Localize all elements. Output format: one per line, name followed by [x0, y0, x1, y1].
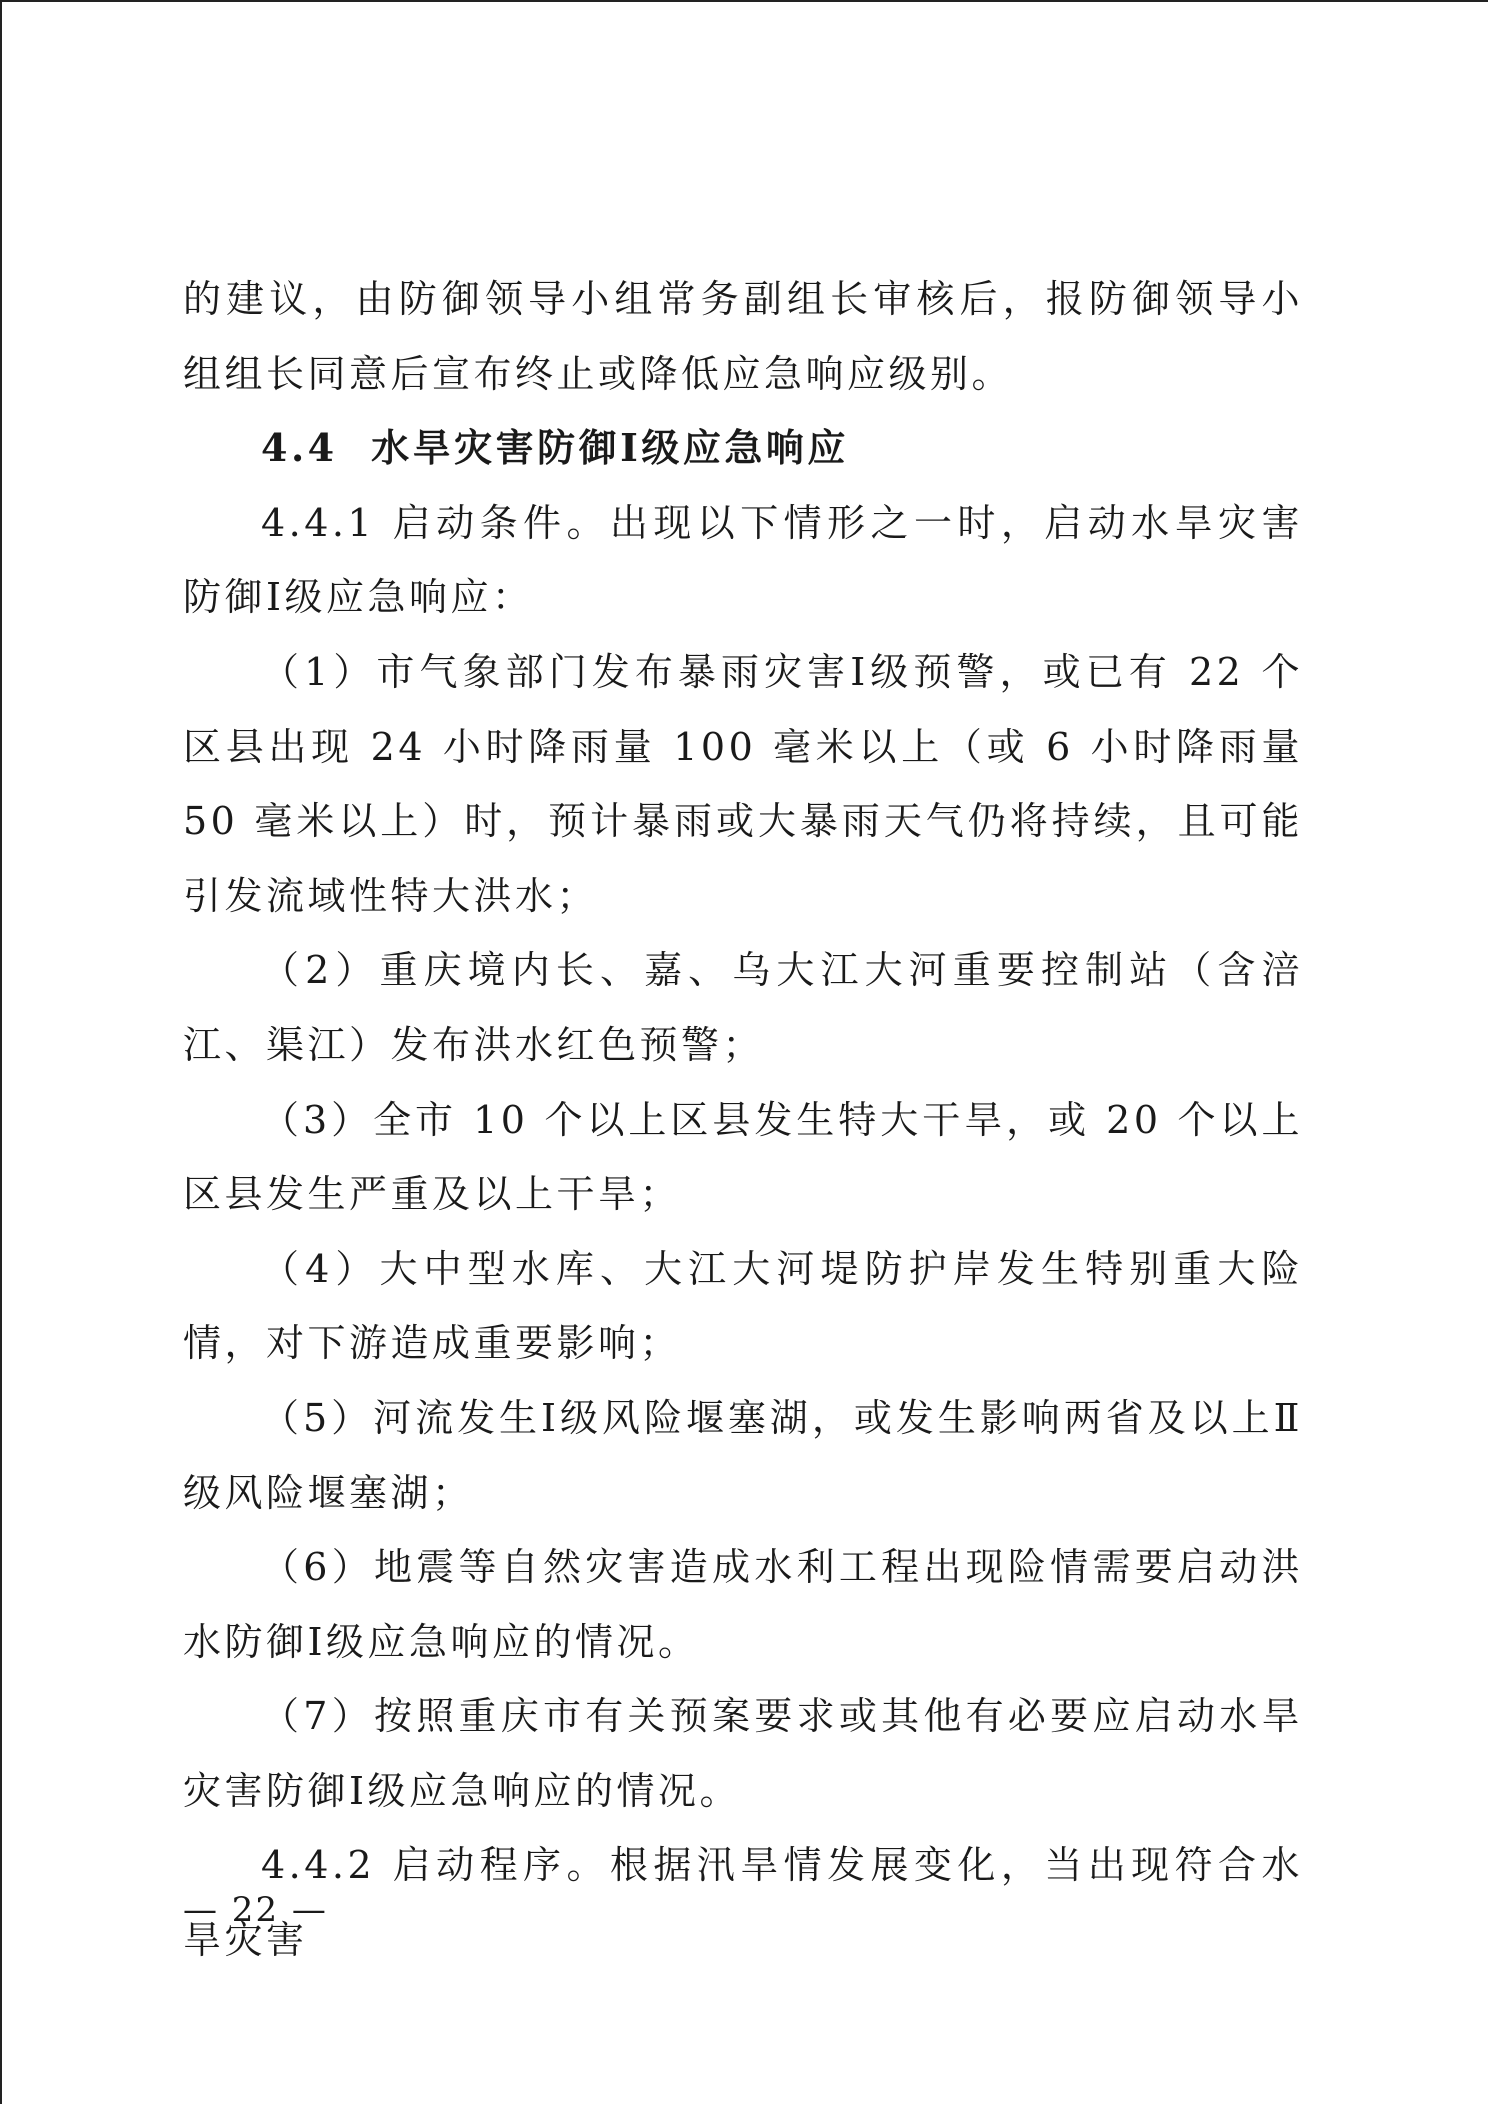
list-item-5: （5）河流发生Ⅰ级风险堰塞湖，或发生影响两省及以上Ⅱ级风险堰塞湖； [183, 1395, 1303, 1515]
section-heading: 4.4 水旱灾害防御Ⅰ级应急响应 [261, 425, 849, 471]
list-item-1: （1）市气象部门发布暴雨灾害Ⅰ级预警，或已有 22 个区县出现 24 小时降雨量 100 毫米以上（或 6 小时降雨量 50 毫米以上）时，预计暴雨或大暴雨天气仍将持续，且可能引发流域性特大洪水； [183, 649, 1319, 918]
paragraph-continuation: 的建议，由防御领导小组常务副组长审核后，报防御领导小组组长同意后宣布终止或降低应急响应级别。 [183, 277, 1303, 396]
paragraph-start-conditions: 4.4.1 启动条件。出现以下情形之一时，启动水旱灾害防御Ⅰ级应急响应： [183, 500, 1303, 620]
list-item-4: （4）大中型水库、大江大河堤防护岸发生特别重大险情，对下游造成重要影响； [183, 1246, 1303, 1366]
list-item-7: （7）按照重庆市有关预案要求或其他有必要应启动水旱灾害防御Ⅰ级应急响应的情况。 [183, 1694, 1303, 1813]
page-number: — 22 — [183, 1890, 328, 1930]
list-item-2: （2）重庆境内长、嘉、乌大江大河重要控制站（含涪江、渠江）发布洪水红色预警； [183, 948, 1303, 1067]
list-item-3: （3）全市 10 个以上区县发生特大干旱，或 20 个以上区县发生严重及以上干旱； [183, 1097, 1303, 1217]
document-body [183, 262, 1319, 1978]
paragraph-start-procedure: 4.4.2 启动程序。根据汛旱情发展变化，当出现符合水旱灾害 [183, 1843, 1303, 1963]
list-item-6: （6）地震等自然灾害造成水利工程出现险情需要启动洪水防御Ⅰ级应急响应的情况。 [183, 1545, 1303, 1664]
